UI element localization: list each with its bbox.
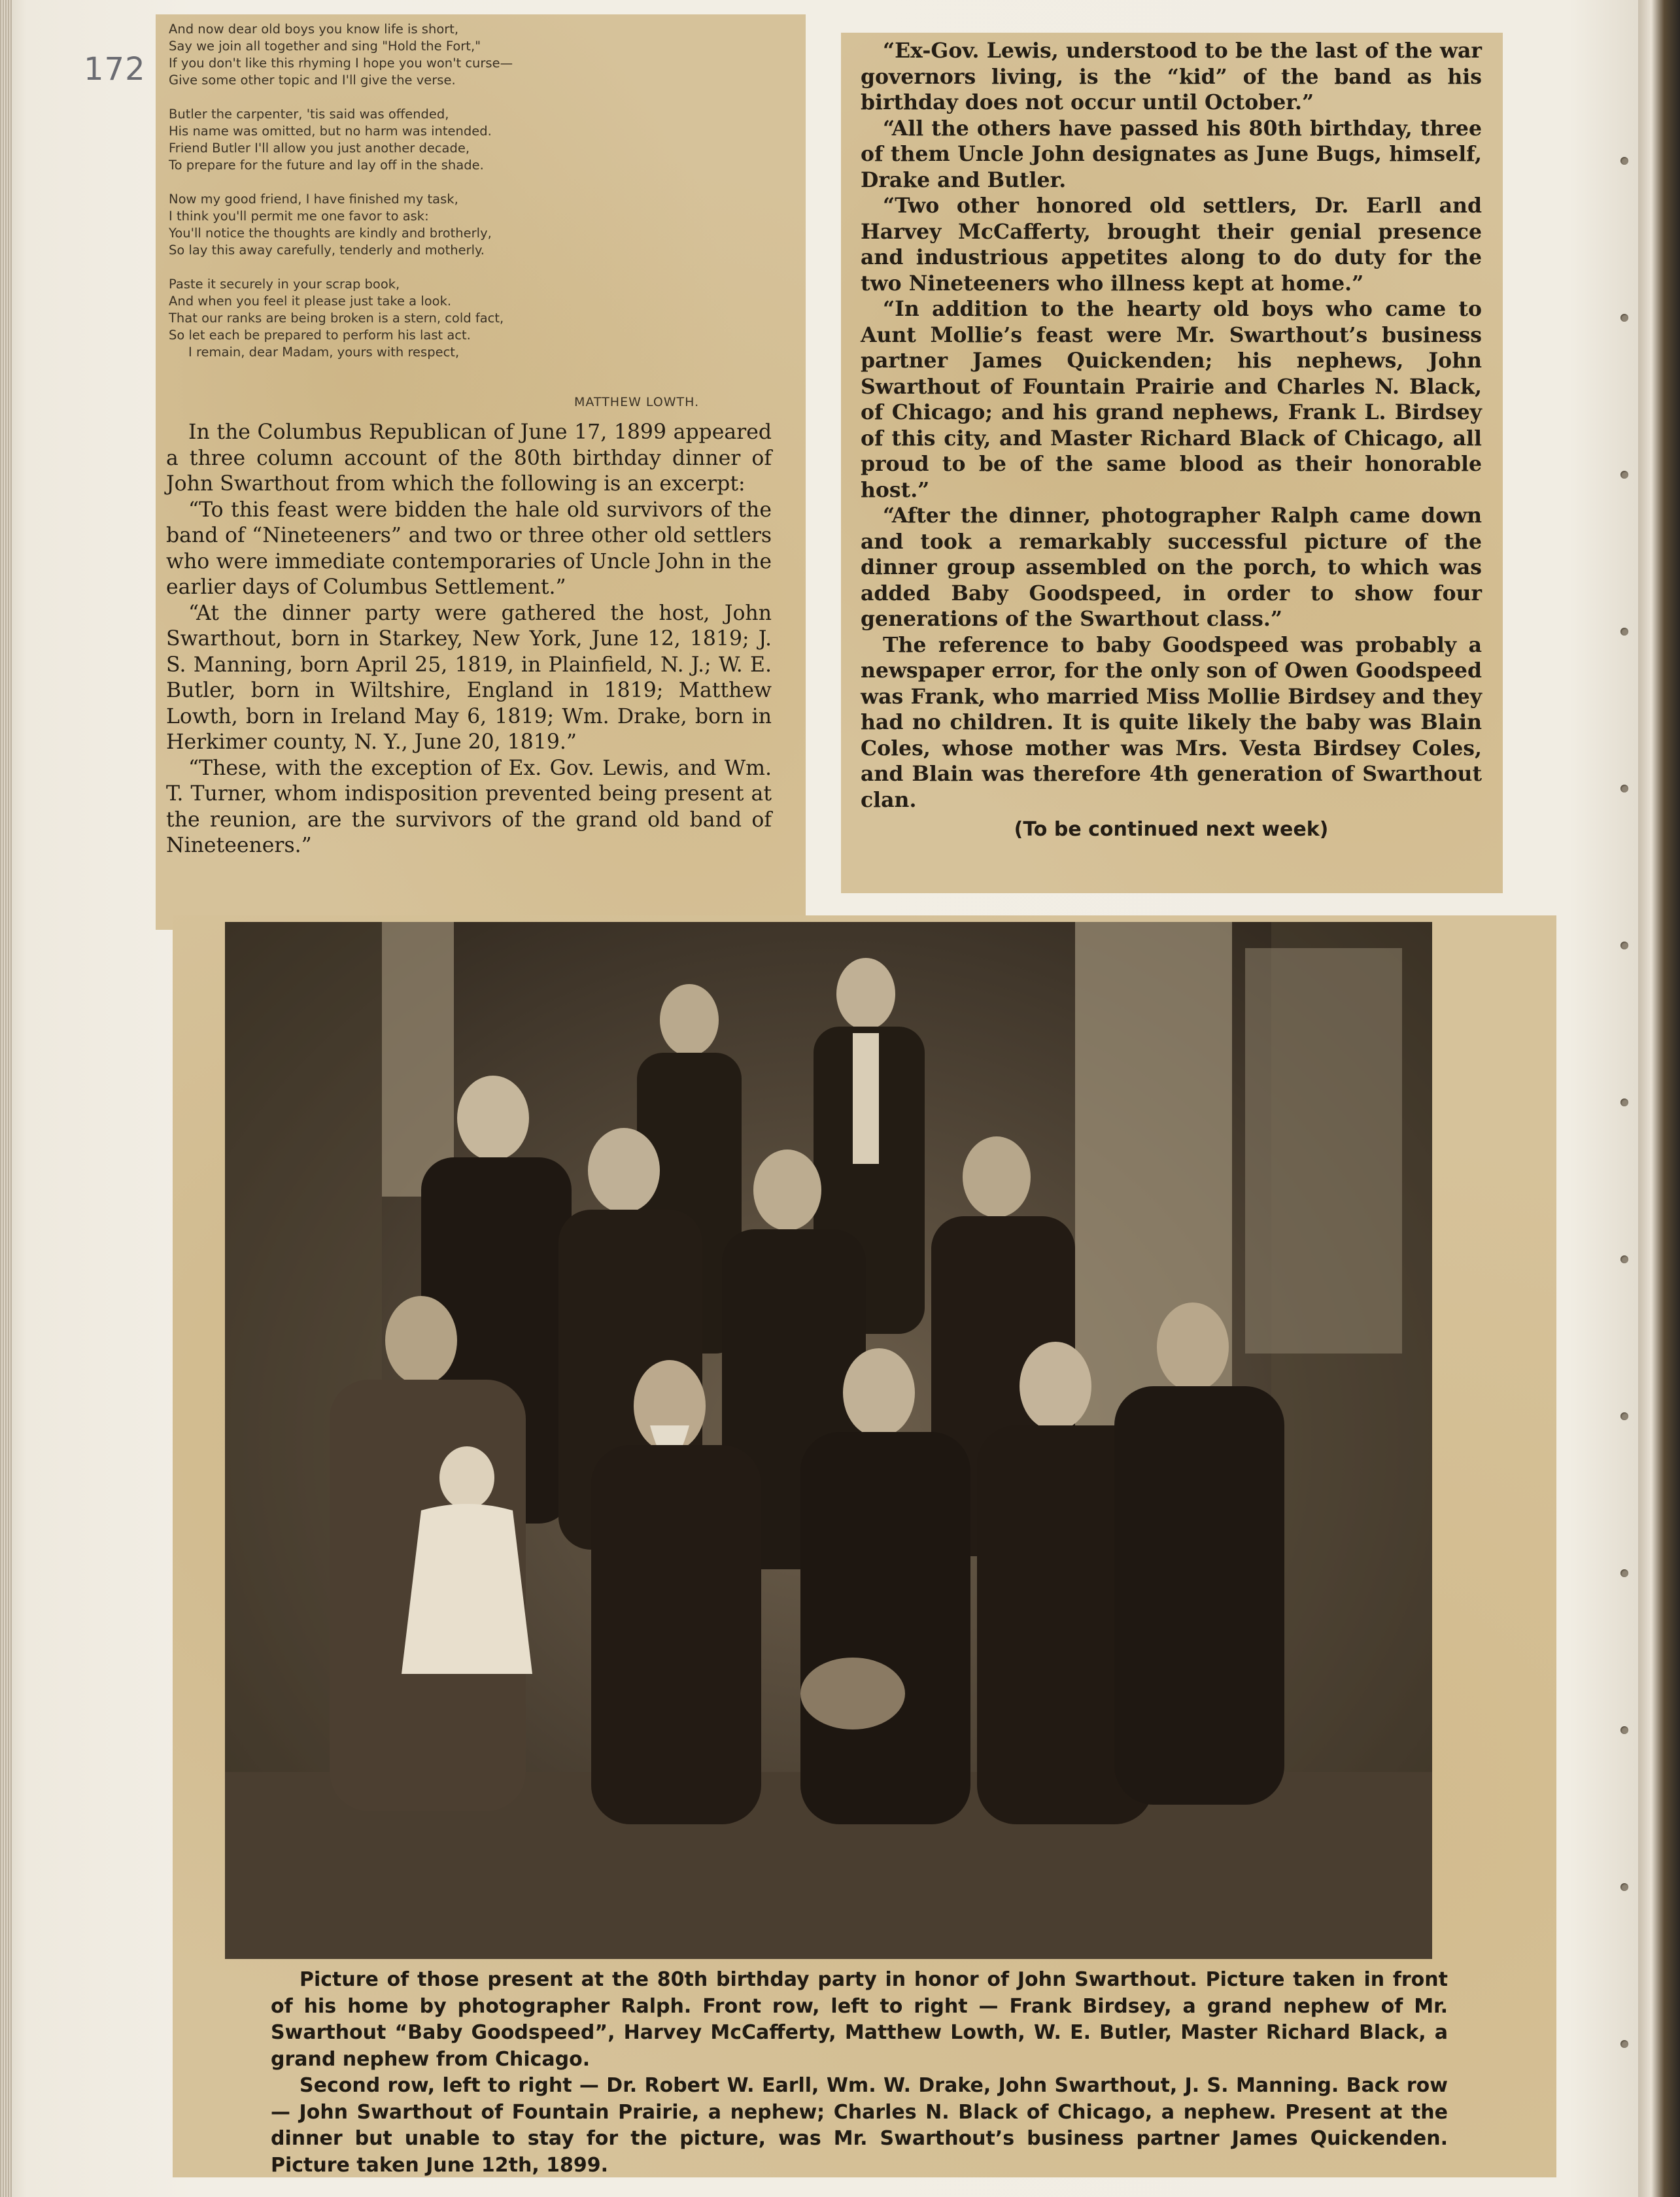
poem-line: I think you'll permit me one favor to ask: — [169, 209, 429, 224]
binder-hole — [1620, 1412, 1628, 1420]
binder-hole — [1620, 785, 1628, 792]
binder-hole — [1620, 1883, 1628, 1891]
poem-signature: MATTHEW LOWTH. — [574, 395, 700, 409]
article-paragraph: “After the dinner, photographer Ralph came down and took a remarkably successful picture of the dinner group assembled on the porch, to which was added Baby Goodspeed, in order to show four generations of the Swarthout class.” — [861, 503, 1482, 631]
article-paragraph: “These, with the exception of Ex. Gov. Lewis, and Wm. T. Turner, whom indisposition prevented being present at the reunion, are the survivors of the grand old band of Nineteeners.” — [166, 756, 772, 857]
binder-hole — [1620, 1569, 1628, 1577]
poem-line: Now my good friend, I have finished my task, — [169, 192, 458, 207]
caption-paragraph: Picture of those present at the 80th birthday party in honor of John Swarthout. Picture taken in front of his home by photographer Ralph. Front row, left to right — Frank Birdsey, a grand nephew of Mr. Swarthout “Baby Goodspeed”, Harvey McCafferty, Matthew Lowth, W. E. Butler, Master Richard Black, a grand nephew from Chicago. — [271, 1968, 1448, 2071]
continued-notice: (To be continued next week) — [1014, 818, 1329, 841]
poem-line: That our ranks are being broken is a stern, cold fact, — [169, 311, 504, 326]
poem-line: I remain, dear Madam, yours with respect, — [188, 345, 460, 360]
article-paragraph: The reference to baby Goodspeed was probably a newspaper error, for the only son of Owen Goodspeed was Frank, who married Miss Mollie Birdsey and they had no children. It is quite likely the baby was Blain Coles, whose mother was Mrs. Vesta Birdsey Coles, and Blain was therefore 4th generation of Swarthout clan. — [861, 632, 1482, 812]
window — [1245, 948, 1402, 1354]
poem-line: To prepare for the future and lay off in the shade. — [169, 158, 484, 173]
binder-hole — [1620, 1255, 1628, 1263]
article-paragraph: In the Columbus Republican of June 17, 1899 appeared a three column account of the 80th birthday dinner of John Swarthout from which the following is an excerpt: — [166, 420, 772, 496]
binder-hole — [1620, 942, 1628, 949]
article-paragraph: “All the others have passed his 80th birthday, three of them Uncle John designates as June Bugs, himself, Drake and Butler. — [861, 116, 1482, 192]
poem-line: Say we join all together and sing "Hold the Fort," — [169, 39, 481, 54]
binder-hole — [1620, 157, 1628, 165]
hat-on-lap — [800, 1658, 905, 1729]
article-paragraph: “Two other honored old settlers, Dr. Earll and Harvey McCafferty, brought their genial presence and industrious appetites along to do duty for the two Nineteeners who illness kept at home.” — [861, 194, 1482, 296]
poem-line: If you don't like this rhyming I hope you won't curse— — [169, 56, 513, 71]
poem-stanza — [169, 106, 705, 174]
poem-stanza — [169, 191, 705, 259]
binder-hole — [1620, 1098, 1628, 1106]
poem-stanza — [169, 21, 705, 89]
poem-line: His name was omitted, but no harm was intended. — [169, 124, 492, 139]
poem-line: Paste it securely in your scrap book, — [169, 277, 400, 292]
poem-line: Butler the carpenter, 'tis said was offended, — [169, 107, 449, 122]
poem-line: Friend Butler I'll allow you just another decade, — [169, 141, 470, 156]
poem-line: And when you feel it please just take a look. — [169, 294, 452, 309]
left-newspaper-clipping — [156, 14, 806, 930]
baby-in-white — [402, 1504, 532, 1674]
right-newspaper-clipping — [841, 33, 1503, 893]
page-number: 172 — [84, 51, 146, 88]
binder-hole — [1620, 628, 1628, 636]
poem-line: So let each be prepared to perform his last act. — [169, 328, 471, 343]
right-article-text — [861, 38, 1482, 843]
article-paragraph: “To this feast were bidden the hale old survivors of the band of “Nineteeners” and two or three other old settlers who were immediate contemporaries of Uncle John in the earlier days of Columbus Settlement.” — [166, 498, 772, 599]
photo-caption — [271, 1967, 1448, 2179]
binder-hole — [1620, 1726, 1628, 1734]
binder-hole — [1620, 314, 1628, 322]
left-article-text — [166, 420, 772, 859]
article-paragraph: “Ex-Gov. Lewis, understood to be the last of the war governors living, is the “kid” of the band as his birthday does not occur until October.” — [861, 39, 1482, 114]
group-photo-illustration — [225, 922, 1432, 1959]
group-photograph — [225, 922, 1432, 1959]
caption-paragraph: Second row, left to right — Dr. Robert W. Earll, Wm. W. Drake, John Swarthout, J. S. Manning. Back row — John Swarthout of Fountain Prairie, a nephew; Charles N. Black of Chicago, a nephew. Present at the dinner but unable to stay for the picture, was Mr. Swarthout’s business partner James Quickenden. Picture taken June 12th, 1899. — [271, 2074, 1448, 2177]
poem-line: You'll notice the thoughts are kindly and brotherly, — [169, 226, 492, 241]
album-binding-edge — [1638, 0, 1680, 2197]
poem-stanza — [169, 276, 705, 361]
poem-line: So lay this away carefully, tenderly and motherly. — [169, 243, 485, 258]
binder-hole — [1620, 471, 1628, 479]
article-paragraph: “At the dinner party were gathered the host, John Swarthout, born in Starkey, New York, June 12, 1819; J. S. Manning, born April 25, 1819, in Plainfield, N. J.; W. E. Butler, born in Wiltshire, England in 1819; Matthew Lowth, born in Ireland May 6, 1819; Wm. Drake, born in Herkimer county, N. Y., June 20, 1819.” — [166, 601, 772, 754]
poem-line: And now dear old boys you know life is short, — [169, 22, 459, 37]
book-page-edges — [0, 0, 12, 2197]
poem — [169, 21, 705, 378]
porch-column — [382, 922, 454, 1197]
photo-clipping — [173, 915, 1556, 2177]
article-paragraph: “In addition to the hearty old boys who came to Aunt Mollie’s feast were Mr. Swarthout’s business partner James Quickenden; his nephews, John Swarthout of Fountain Prairie and Charles N. Black, of Chicago; and his grand nephews, Frank L. Birdsey of this city, and Master Richard Black of Chicago, all proud to be of the same blood as their honorable host.” — [861, 297, 1482, 502]
binder-hole — [1620, 2040, 1628, 2048]
poem-line: Give some other topic and I'll give the verse. — [169, 73, 456, 88]
